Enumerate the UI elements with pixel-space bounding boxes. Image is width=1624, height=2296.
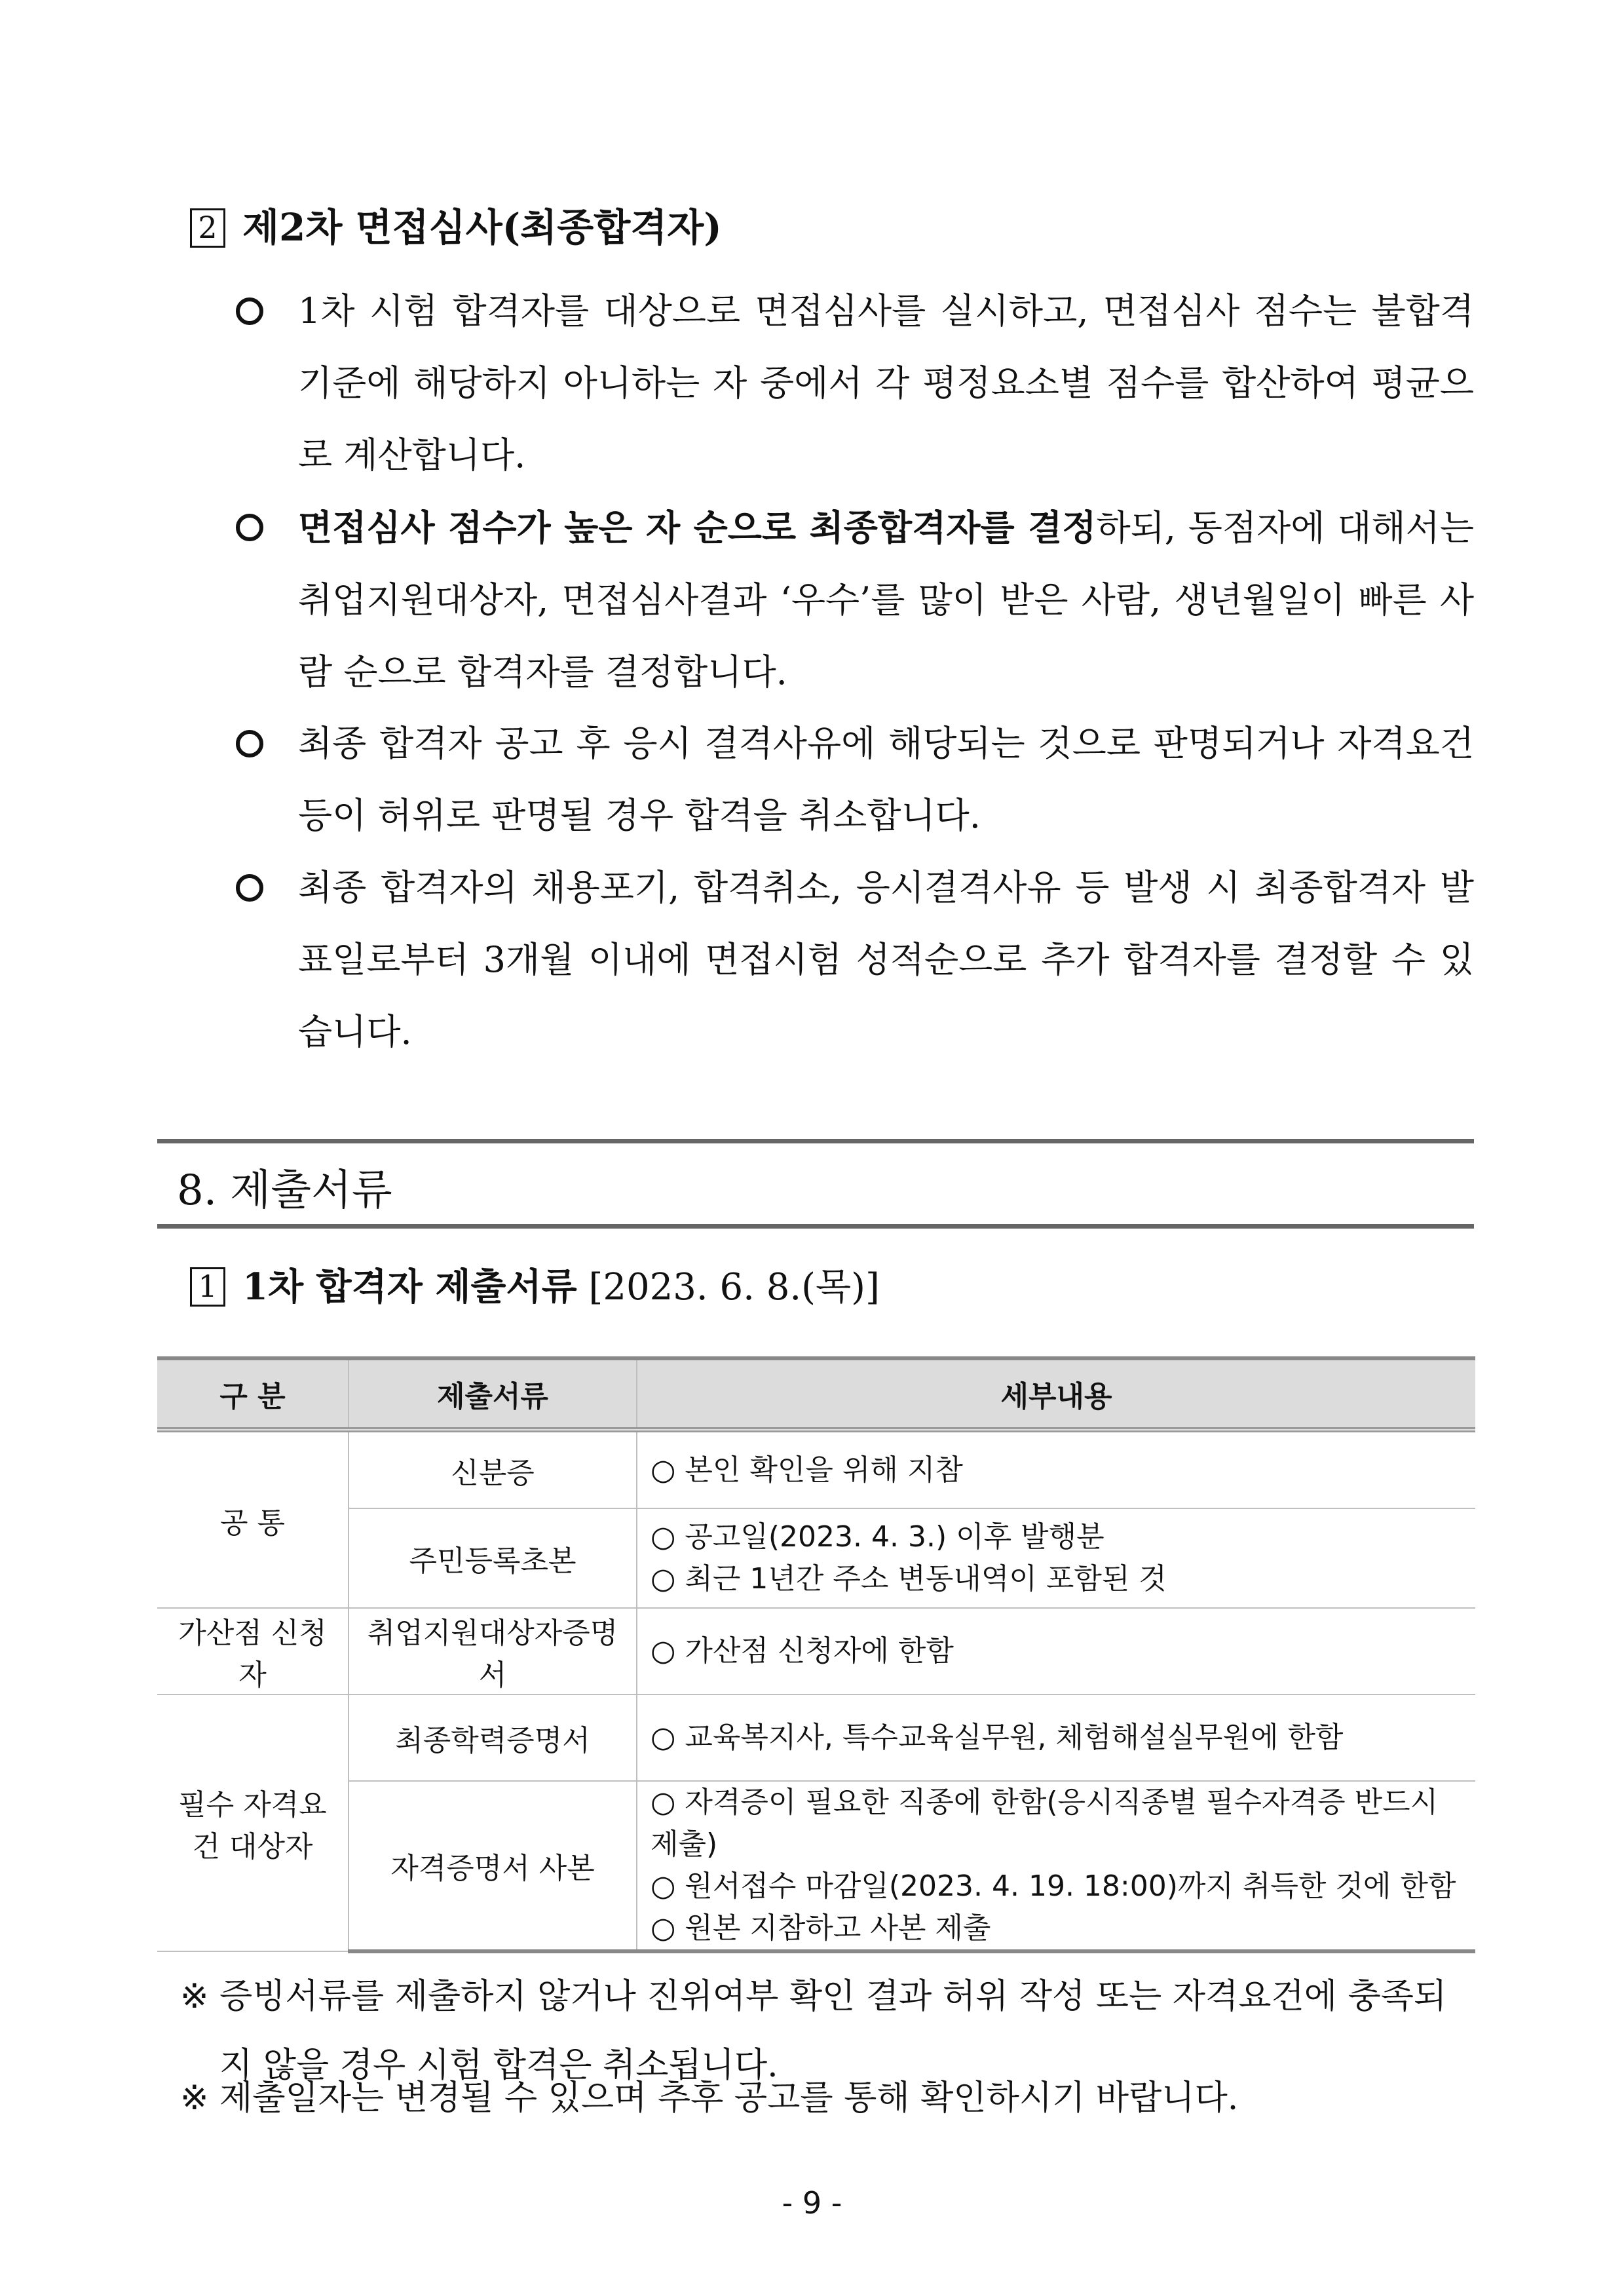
- section-rule-top: [157, 1139, 1474, 1143]
- circle-bullet-icon: [236, 514, 263, 541]
- bullet-text: 최종 합격자의 채용포기, 합격취소, 응시결격사유 등 발생 시 최종합격자 발표일로부터 3개월 이내에 면접시험 성적순으로 추가 합격자를 결정할 수 있습니다.: [298, 867, 1474, 1052]
- doc-name: 최종학력증명서: [349, 1694, 637, 1781]
- group-required: 필수 자격요건 대상자: [157, 1694, 349, 1951]
- section-title: 8. 제출서류: [177, 1166, 392, 1215]
- detail-line: ○ 본인 확인을 위해 지참: [651, 1453, 963, 1487]
- documents-table: [157, 1356, 1475, 1953]
- doc-details: [637, 1694, 1475, 1781]
- subsection-date: [2023. 6. 8.(목)]: [588, 1266, 880, 1309]
- page-number: - 9 -: [782, 2185, 842, 2221]
- header-document: 제출서류: [349, 1358, 637, 1430]
- bullet-bold-text: 면접심사 점수가 높은 자 순으로 최종합격자를 결정: [298, 507, 1097, 548]
- subsection-heading-1: [190, 1258, 880, 1311]
- doc-details: [637, 1430, 1475, 1508]
- bullet-rest-text: 하되, 동점자에 대해서는 취업지원대상자, 면접심사결과 ‘우수’를 많이 받은 사람, 생년월일이 빠른 사람 순으로 합격자를 결정합니다.: [298, 507, 1474, 693]
- bullet-text: [298, 491, 1474, 708]
- detail-line: ○ 교육복지사, 특수교육실무원, 체험해설실무원에 한함: [651, 1721, 1344, 1754]
- detail-line: ○ 공고일(2023. 4. 3.) 이후 발행분: [651, 1520, 1105, 1554]
- bullet-item: [236, 852, 1474, 1068]
- detail-line: ○ 원서접수 마감일(2023. 4. 19. 18:00)까지 취득한 것에 한함: [651, 1869, 1456, 1903]
- doc-name: 취업지원대상자증명서: [349, 1608, 637, 1694]
- bullet-item: [236, 275, 1474, 491]
- section-rule-bottom: [157, 1224, 1474, 1229]
- doc-name: 신분증: [349, 1430, 637, 1508]
- bullet-text: 최종 합격자 공고 후 응시 결격사유에 해당되는 것으로 판명되거나 자격요건 등이 허위로 판명될 경우 합격을 취소합니다.: [298, 723, 1474, 836]
- detail-line: ○ 원본 지참하고 사본 제출: [651, 1911, 991, 1945]
- circle-bullet-icon: [236, 730, 263, 757]
- bullet-text: 1차 시험 합격자를 대상으로 면접심사를 실시하고, 면접심사 점수는 불합격 기준에 해당하지 아니하는 자 중에서 각 평정요소별 점수를 합산하여 평균으로 계산합니다.: [298, 290, 1474, 476]
- note-text: 증빙서류를 제출하지 않거나 진위여부 확인 결과 허위 작성 또는 자격요건에 충족되지 않을 경우 시험 합격은 취소됩니다.: [219, 1977, 1447, 2085]
- section-number-box: 1: [190, 1267, 225, 1307]
- subsection-heading-2: [190, 197, 722, 252]
- detail-line: ○ 가산점 신청자에 한함: [651, 1634, 954, 1668]
- table-row: [157, 1508, 1475, 1608]
- circle-bullet-icon: [236, 297, 263, 325]
- table-header-row: [157, 1358, 1475, 1430]
- circle-bullet-icon: [236, 874, 263, 902]
- header-category: 구 분: [157, 1358, 349, 1430]
- bullet-item: [236, 708, 1474, 852]
- table-row: [157, 1694, 1475, 1781]
- header-details: 세부내용: [637, 1358, 1475, 1430]
- reference-mark-icon: ※: [180, 1977, 209, 2016]
- reference-mark-icon: ※: [180, 2078, 209, 2118]
- doc-name: 자격증명서 사본: [349, 1781, 637, 1951]
- group-bonus: 가산점 신청자: [157, 1608, 349, 1694]
- table-row: [157, 1781, 1475, 1951]
- group-common: 공 통: [157, 1430, 349, 1608]
- section-number-box: 2: [190, 208, 225, 248]
- table-row: [157, 1430, 1475, 1508]
- note-text: 제출일자는 변경될 수 있으며 추후 공고를 통해 확인하시기 바랍니다.: [219, 2078, 1239, 2118]
- bullet-item: [236, 491, 1474, 708]
- subsection-title: 제2차 면접심사(최종합격자): [242, 205, 722, 250]
- doc-details: [637, 1508, 1475, 1608]
- doc-details: [637, 1608, 1475, 1694]
- detail-line: ○ 자격증이 필요한 직종에 한함(응시직종별 필수자격증 반드시 제출): [651, 1786, 1439, 1861]
- doc-details: [637, 1781, 1475, 1951]
- table-row: [157, 1608, 1475, 1694]
- subsection-title: 1차 합격자 제출서류: [242, 1265, 577, 1309]
- detail-line: ○ 최근 1년간 주소 변동내역이 포함된 것: [651, 1562, 1167, 1596]
- note-item: [180, 2064, 1477, 2133]
- doc-name: 주민등록초본: [349, 1508, 637, 1608]
